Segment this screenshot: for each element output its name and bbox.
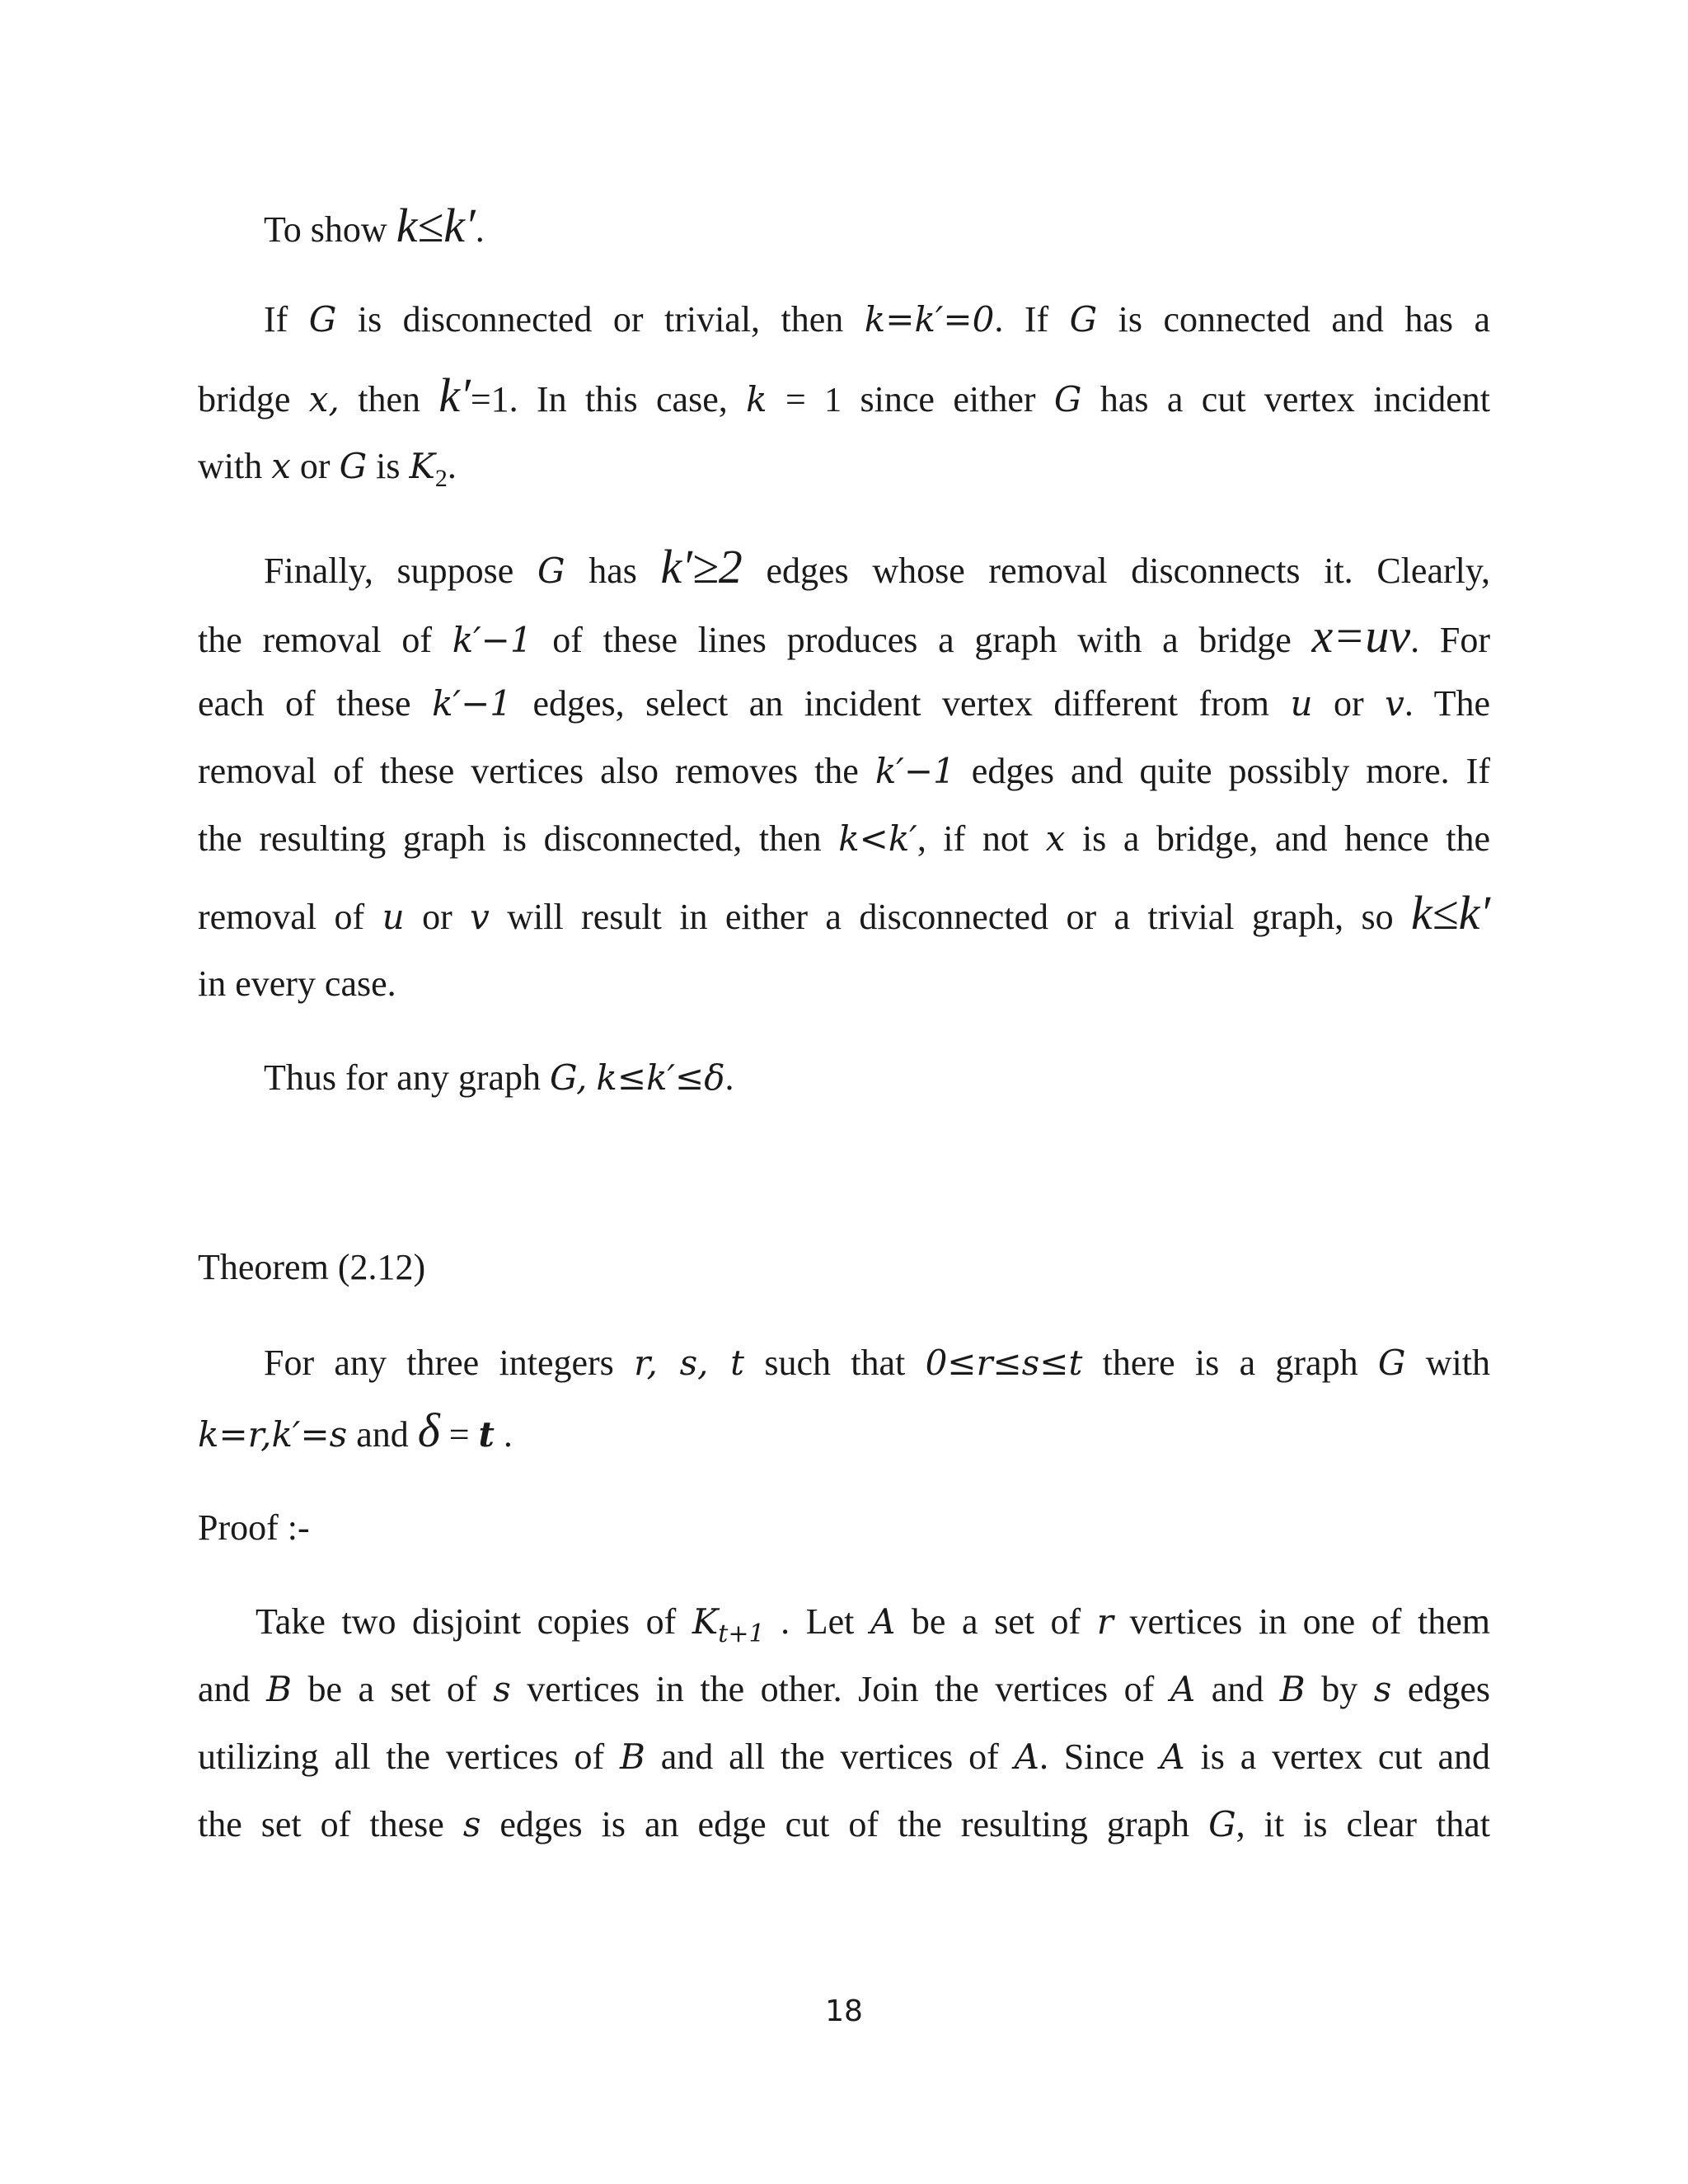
paragraph-line: Take two disjoint copies of $K_{t+1}$ . Let A be a set of r vertices in one of them (256, 1601, 1490, 1648)
theorem-heading: Theorem (2.12) (198, 1247, 426, 1287)
math-inline: k<k′ (838, 818, 917, 859)
math-inline: x (1045, 818, 1066, 859)
math-inline: B (620, 1736, 645, 1777)
paragraph-line: For any three integers r, s, t such that 0≤r≤s≤t there is a graph G with (264, 1343, 1490, 1383)
paragraph-line: Finally, suppose G has k′≥2 edges whose removal disconnects it. Clearly, (264, 540, 1491, 593)
math-inline: G (308, 299, 337, 340)
math-inline: G (537, 551, 565, 591)
math-inline: k≤k′ (1411, 886, 1491, 940)
paragraph-line: removal of u or v will result in either a disconnected or a trivial graph, so k≤k′ (198, 886, 1491, 940)
math-inline: x=uv (1311, 609, 1411, 663)
math-inline: k=r,k′=s (198, 1414, 348, 1455)
paragraph-line: the set of these s edges is an edge cut of the resulting graph G, it is clear that (198, 1804, 1491, 1844)
math-inline: δ (417, 1404, 440, 1457)
paragraph-line: the removal of k′−1 of these lines produces a graph with a bridge x=uv. For (198, 609, 1490, 663)
math-inline: k=k′=0 (864, 299, 995, 340)
math-inline: k≤k′ (396, 199, 476, 252)
paragraph-line: each of these k′−1 edges, select an incident vertex different from u or v. The (198, 683, 1490, 724)
math-inline: k (746, 379, 767, 419)
paragraph-line: Thus for any graph G, k≤k′≤δ. (264, 1057, 734, 1098)
math-inline: t (478, 1414, 495, 1455)
math-inline: r (1096, 1601, 1114, 1642)
math-inline: K (692, 1601, 719, 1642)
math-inline: r, s, t (634, 1343, 745, 1383)
math-inline: u (382, 897, 405, 937)
math-inline: k′−1 (874, 751, 955, 791)
paragraph-line: utilizing all the vertices of B and all the vertices of A. Since A is a vertex cut and (198, 1736, 1490, 1777)
math-inline: x, (308, 379, 340, 419)
paragraph-line: and B be a set of s vertices in the other. Join the vertices of A and B by s edges (198, 1669, 1491, 1709)
math-inline: k′−1 (432, 683, 512, 724)
paragraph-line: removal of these vertices also removes the k′−1 edges and quite possibly more. If (198, 751, 1490, 791)
page-number: 18 (825, 1994, 863, 2028)
paragraph-line: If G is disconnected or trivial, then k=k′=0. If G is connected and has a (264, 299, 1491, 340)
math-inline: s (462, 1804, 481, 1844)
math-inline: A (870, 1601, 896, 1642)
math-inline: K (409, 446, 435, 486)
math-inline: x (271, 446, 291, 486)
math-inline: 1 (824, 382, 842, 419)
proof-heading: Proof :- (198, 1507, 310, 1548)
math-inline: G (1377, 1343, 1406, 1383)
math-inline: G, (550, 1057, 588, 1098)
math-inline: G (1053, 379, 1082, 419)
math-inline: A (1170, 1669, 1196, 1709)
math-inline: u (1290, 683, 1313, 724)
math-inline: A (1014, 1736, 1039, 1777)
paragraph-line: bridge x, then k′=1. In this case, k = 1 since either G has a cut vertex incident (198, 368, 1490, 422)
math-inline: k′ (438, 368, 471, 422)
math-inline: v (1385, 683, 1404, 724)
paragraph-line: in every case. (198, 963, 396, 1004)
math-inline: k≤k′≤δ (596, 1057, 725, 1098)
math-inline: G (339, 446, 368, 486)
to-show-line: To show k≤k′. (264, 199, 485, 252)
paragraph-line: with x or G is $K_2$. (198, 446, 457, 492)
math-inline: A (1160, 1736, 1185, 1777)
math-inline: k′−1 (452, 620, 532, 660)
math-inline: B (1279, 1669, 1306, 1709)
math-inline: G (1069, 299, 1098, 340)
math-inline: s (1373, 1669, 1392, 1709)
math-inline: k′≥2 (660, 540, 743, 593)
math-inline: G (1208, 1804, 1236, 1844)
math-inline: B (266, 1669, 292, 1709)
math-inline: s (493, 1669, 511, 1709)
paragraph-line: the resulting graph is disconnected, then k<k′, if not x is a bridge, and hence the (198, 818, 1490, 859)
math-inline: v (470, 897, 490, 937)
paragraph-line: k=r,k′=s and δ = t . (198, 1404, 513, 1457)
math-inline: 0≤r≤s≤t (925, 1343, 1083, 1383)
